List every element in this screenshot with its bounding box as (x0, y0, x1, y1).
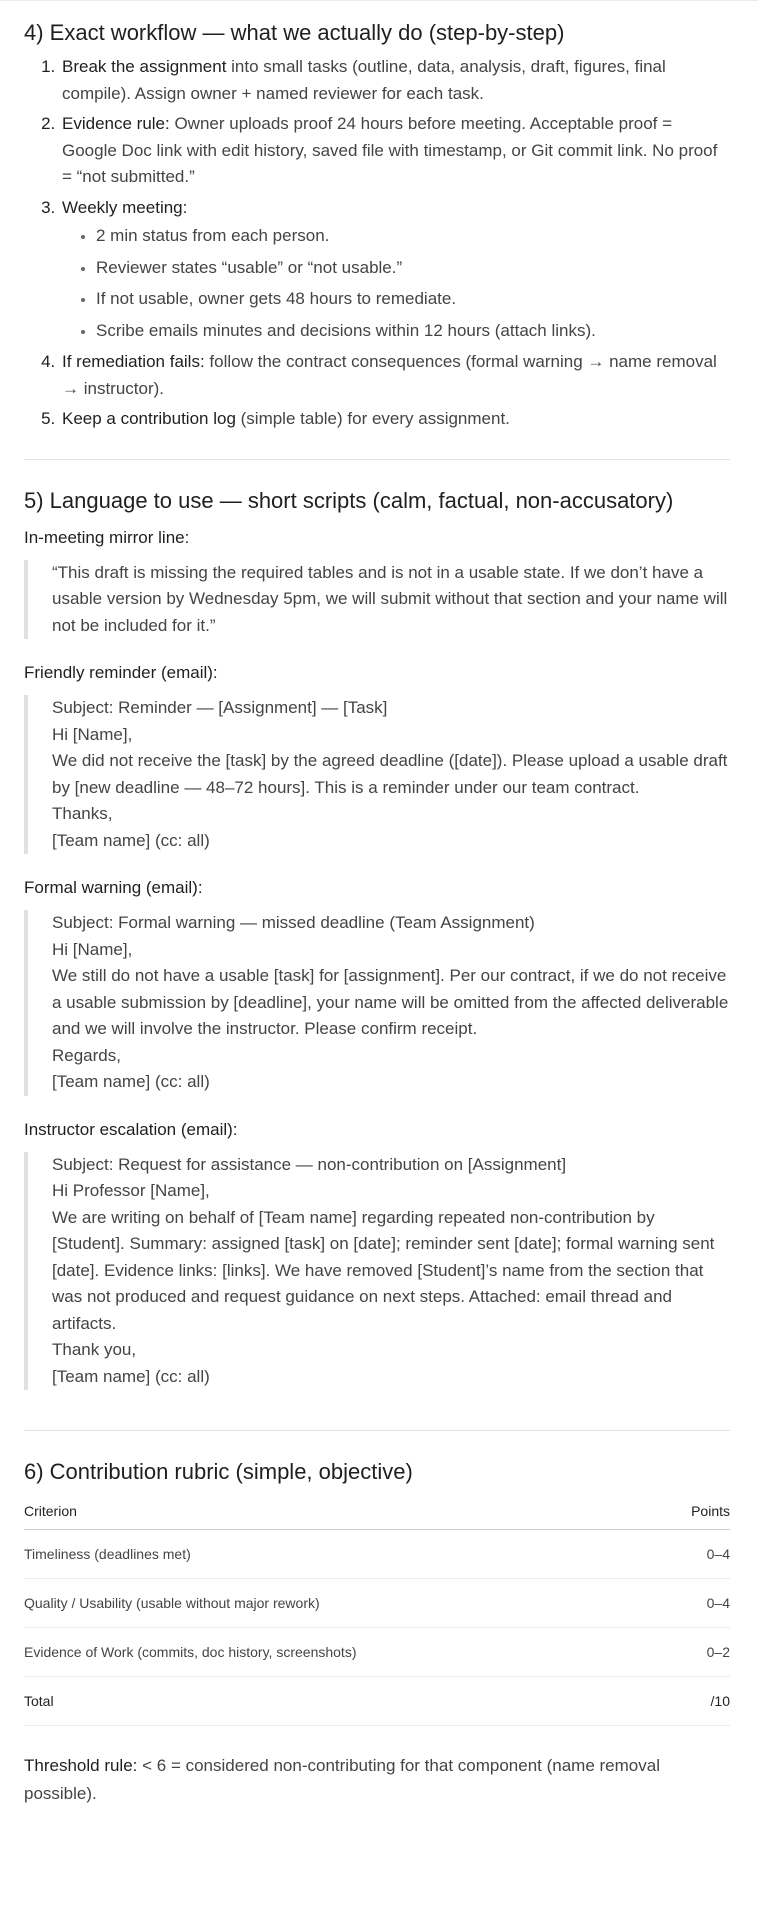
reminder-email-label: Friendly reminder (email): (24, 663, 218, 682)
step-text: follow the contract consequences (formal warning → name removal → instructor). (62, 352, 717, 398)
email-line: Hi [Name], (52, 939, 133, 959)
weekly-meeting-sublist (62, 223, 730, 344)
rubric-table (24, 1493, 730, 1726)
email-line: Hi Professor [Name], (52, 1181, 210, 1200)
criterion-cell: Timeliness (deadlines met) (24, 1530, 656, 1579)
workflow-step (60, 406, 730, 433)
table-header-row (24, 1493, 730, 1530)
workflow-step (60, 54, 730, 107)
column-header-criterion: Criterion (24, 1493, 656, 1530)
step-bold-text: If remediation fails: (62, 352, 205, 371)
table-row-total (24, 1677, 730, 1726)
email-line: We did not receive the [task] by the agreed deadline ([date]). Please upload a usable draft by [new deadline — 48–72 hours]. This is a reminder under our team contract. (52, 751, 728, 797)
section-language-scripts (24, 486, 730, 1391)
table-row (24, 1628, 730, 1677)
section-divider (24, 1430, 730, 1431)
mirror-line-quote (24, 560, 730, 640)
email-line: Regards, (52, 1045, 121, 1065)
email-line: [Team name] (cc: all) (52, 1072, 210, 1091)
sub-list-item: • Reviewer states “usable” or “not usable.” (96, 255, 730, 282)
email-line: Subject: Reminder — [Assignment] — [Task] (52, 698, 388, 717)
email-line: [Team name] (cc: all) (52, 1366, 210, 1386)
criterion-cell: Evidence of Work (commits, doc history, screenshots) (24, 1628, 656, 1677)
step-bold-text: Keep a contribution log (62, 409, 236, 428)
workflow-step (60, 111, 730, 191)
points-cell: 0–4 (656, 1530, 730, 1579)
escalation-email-quote (24, 1152, 730, 1391)
email-line: Hi [Name], (52, 724, 133, 744)
reminder-email-quote (24, 695, 730, 854)
section-divider (24, 459, 730, 460)
quote-text: “This draft is missing the required tables and is not in a usable state. If we don’t have a usable version by Wednesday 5pm, we will submit without that section and your name will not be included for it.” (52, 562, 728, 635)
step-bold-text: Evidence rule: (62, 114, 170, 133)
warning-email-label: Formal warning (email): (24, 878, 203, 897)
points-cell: /10 (656, 1677, 730, 1726)
email-line: We are writing on behalf of [Team name] regarding repeated non-contribution by [Student]. Summary: assigned [task] on [date]; reminder sent [date]; formal warning sent [date]. Evidence links: [links]. We have removed [Student]’s name from the section that was not produced and request guidance on next steps. Attached: email thread and artifacts. (52, 1207, 715, 1333)
threshold-label: Threshold rule: (24, 1756, 138, 1775)
step-text: Owner uploads proof 24 hours before meeting. Acceptable proof = Google Doc link with edit history, saved file with timestamp, or Git commit link. No proof = “not submitted.” (62, 114, 718, 186)
section-heading-rubric: 6) Contribution rubric (simple, objective) (24, 1459, 413, 1484)
workflow-steps-list (24, 54, 730, 433)
step-bold-text: Weekly meeting: (62, 197, 188, 217)
threshold-text: < 6 = considered non-contributing for that component (name removal possible). (24, 1756, 660, 1803)
section-workflow (24, 18, 730, 433)
step-bold-text: Break the assignment (62, 57, 227, 76)
mirror-line-label: In-meeting mirror line: (24, 527, 190, 547)
criterion-cell: Quality / Usability (usable without major rework) (24, 1579, 656, 1628)
threshold-rule (24, 1752, 730, 1808)
table-row (24, 1530, 730, 1579)
email-line: Subject: Request for assistance — non-contribution on [Assignment] (52, 1154, 567, 1174)
warning-email-quote (24, 910, 730, 1096)
step-text: into small tasks (outline, data, analysis, draft, figures, final compile). Assign owner + named reviewer for each task. (62, 57, 666, 103)
email-line: [Team name] (cc: all) (52, 830, 210, 850)
email-line: Thanks, (52, 804, 113, 823)
document-content (24, 14, 730, 1808)
section-heading-workflow: 4) Exact workflow — what we actually do (step-by-step) (24, 20, 565, 45)
step-text: (simple table) for every assignment. (235, 409, 510, 428)
sub-list-item: • If not usable, owner gets 48 hours to remediate. (96, 286, 730, 313)
workflow-step (60, 349, 730, 402)
column-header-points: Points (656, 1493, 730, 1530)
table-row (24, 1579, 730, 1628)
sub-list-item: • Scribe emails minutes and decisions within 12 hours (attach links). (96, 318, 730, 345)
email-line: We still do not have a usable [task] for [assignment]. Per our contract, if we do not receive a usable submission by [deadline], your name will be omitted from the affected deliverable and we will involve the instructor. Please confirm receipt. (52, 966, 729, 1038)
escalation-email-label: Instructor escalation (email): (24, 1119, 238, 1139)
points-cell: 0–2 (656, 1628, 730, 1677)
section-heading-language: 5) Language to use — short scripts (calm, factual, non-accusatory) (24, 487, 674, 513)
points-cell: 0–4 (656, 1579, 730, 1628)
email-line: Subject: Formal warning — missed deadline (Team Assignment) (52, 913, 535, 932)
workflow-step (60, 195, 730, 345)
section-rubric (24, 1457, 730, 1808)
sub-list-item: • 2 min status from each person. (96, 223, 730, 250)
email-line: Thank you, (52, 1340, 137, 1359)
criterion-cell: Total (24, 1677, 656, 1726)
top-divider (0, 0, 758, 6)
